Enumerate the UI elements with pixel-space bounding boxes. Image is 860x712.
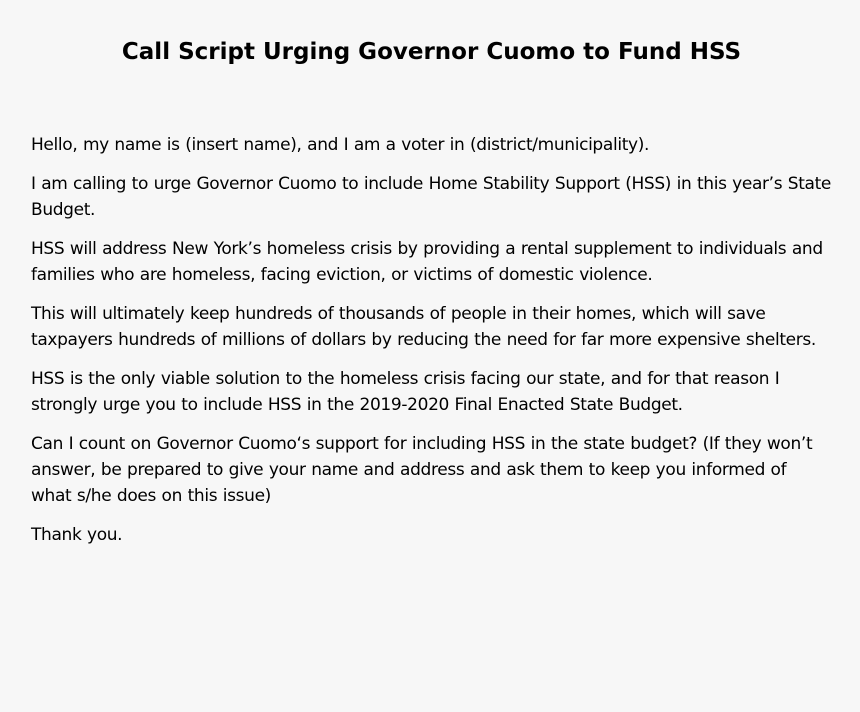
- paragraph-question: Can I count on Governor Cuomo‘s support for including HSS in the state budget? (If they won’t answer, be prepared to give your name and address and ask them to keep you informed of what s/he does on this issue): [31, 434, 813, 506]
- paragraph-greeting: Hello, my name is (insert name), and I am a voter in (district/municipality).: [31, 135, 650, 155]
- page-title: Call Script Urging Governor Cuomo to Fund HSS: [121, 39, 742, 65]
- paragraph-hss-description: HSS will address New York’s homeless crisis by providing a rental supplement to individuals and families who are homeless, facing eviction, or victims of domestic violence.: [31, 239, 823, 285]
- script-body: [31, 132, 832, 548]
- paragraph-urge: HSS is the only viable solution to the homeless crisis facing our state, and for that reason I strongly urge you to include HSS in the 2019-2020 Final Enacted State Budget.: [31, 369, 780, 415]
- paragraph-closing: Thank you.: [31, 525, 123, 545]
- paragraph-impact: This will ultimately keep hundreds of thousands of people in their homes, which will save taxpayers hundreds of millions of dollars by reducing the need for far more expensive shelters.: [31, 304, 816, 350]
- paragraph-request: I am calling to urge Governor Cuomo to include Home Stability Support (HSS) in this year’s State Budget.: [31, 174, 832, 220]
